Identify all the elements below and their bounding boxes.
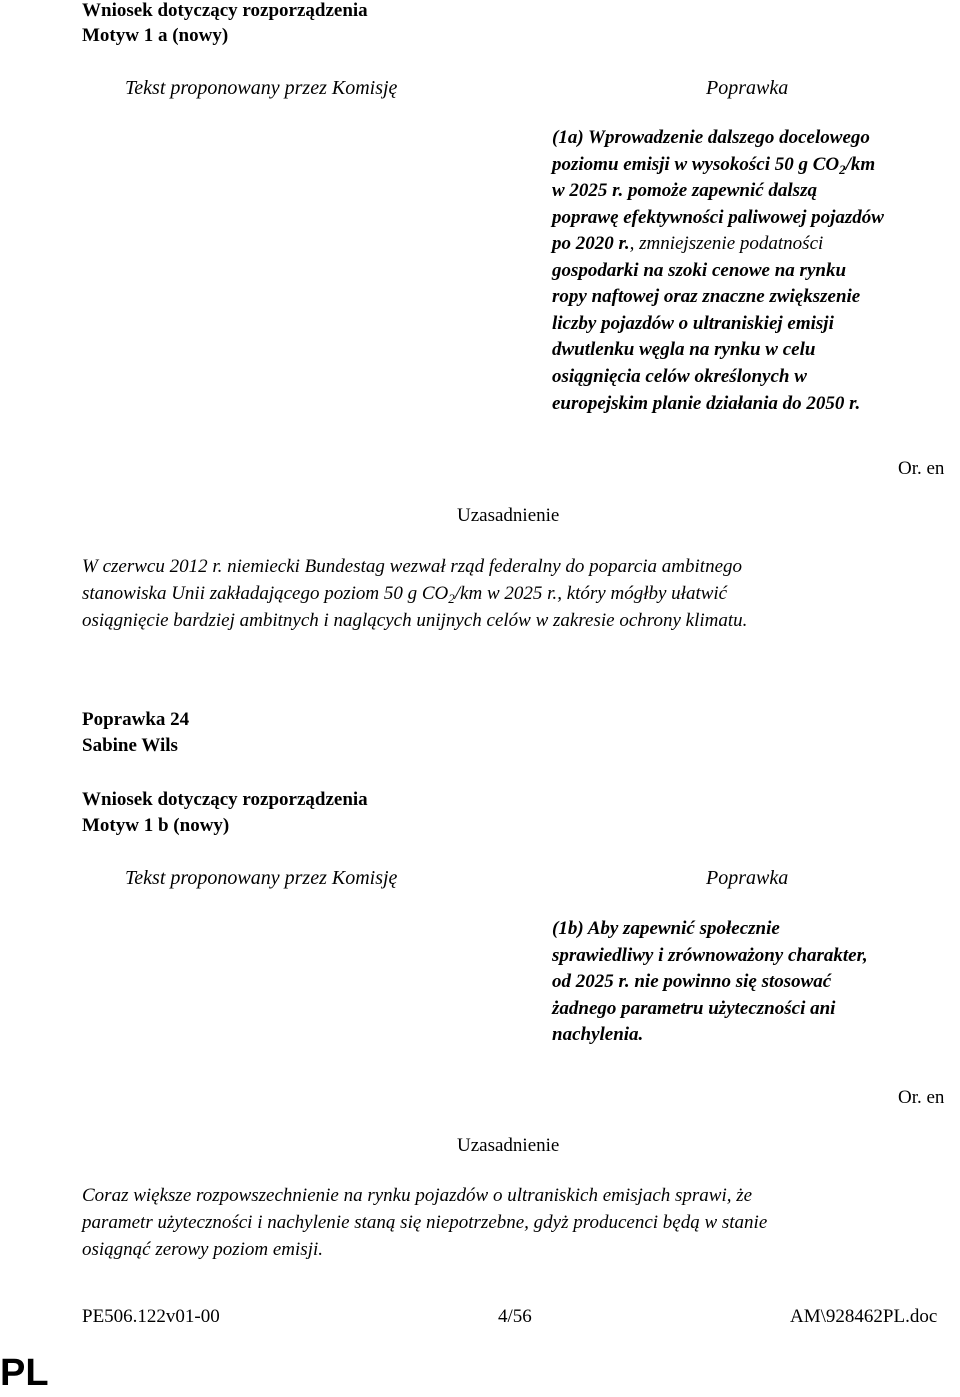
original-language: Or. en	[898, 458, 945, 479]
section-subheading: Motyw 1 b (nowy)	[82, 815, 230, 836]
justification-title: Uzasadnienie	[457, 1135, 560, 1156]
column-header-amendment: Poprawka	[706, 77, 789, 99]
justification-title: Uzasadnienie	[457, 505, 560, 526]
section-heading: Wniosek dotyczący rozporządzenia	[82, 789, 368, 810]
footer-reference: PE506.122v01-00	[82, 1306, 220, 1327]
amendment-number: Poprawka 24	[82, 709, 190, 730]
column-header-commission: Tekst proponowany przez Komisję	[125, 867, 398, 889]
amendment-author: Sabine Wils	[82, 735, 178, 756]
section-heading: Wniosek dotyczący rozporządzenia	[82, 0, 368, 21]
column-header-commission: Tekst proponowany przez Komisję	[125, 77, 398, 99]
original-language: Or. en	[898, 1087, 945, 1108]
footer-page-number: 4/56	[498, 1306, 532, 1327]
footer-document-id: AM\928462PL.doc	[790, 1306, 938, 1327]
column-header-amendment: Poprawka	[706, 867, 789, 889]
footer-language-code: PL	[0, 1352, 49, 1394]
section-subheading: Motyw 1 a (nowy)	[82, 25, 229, 46]
